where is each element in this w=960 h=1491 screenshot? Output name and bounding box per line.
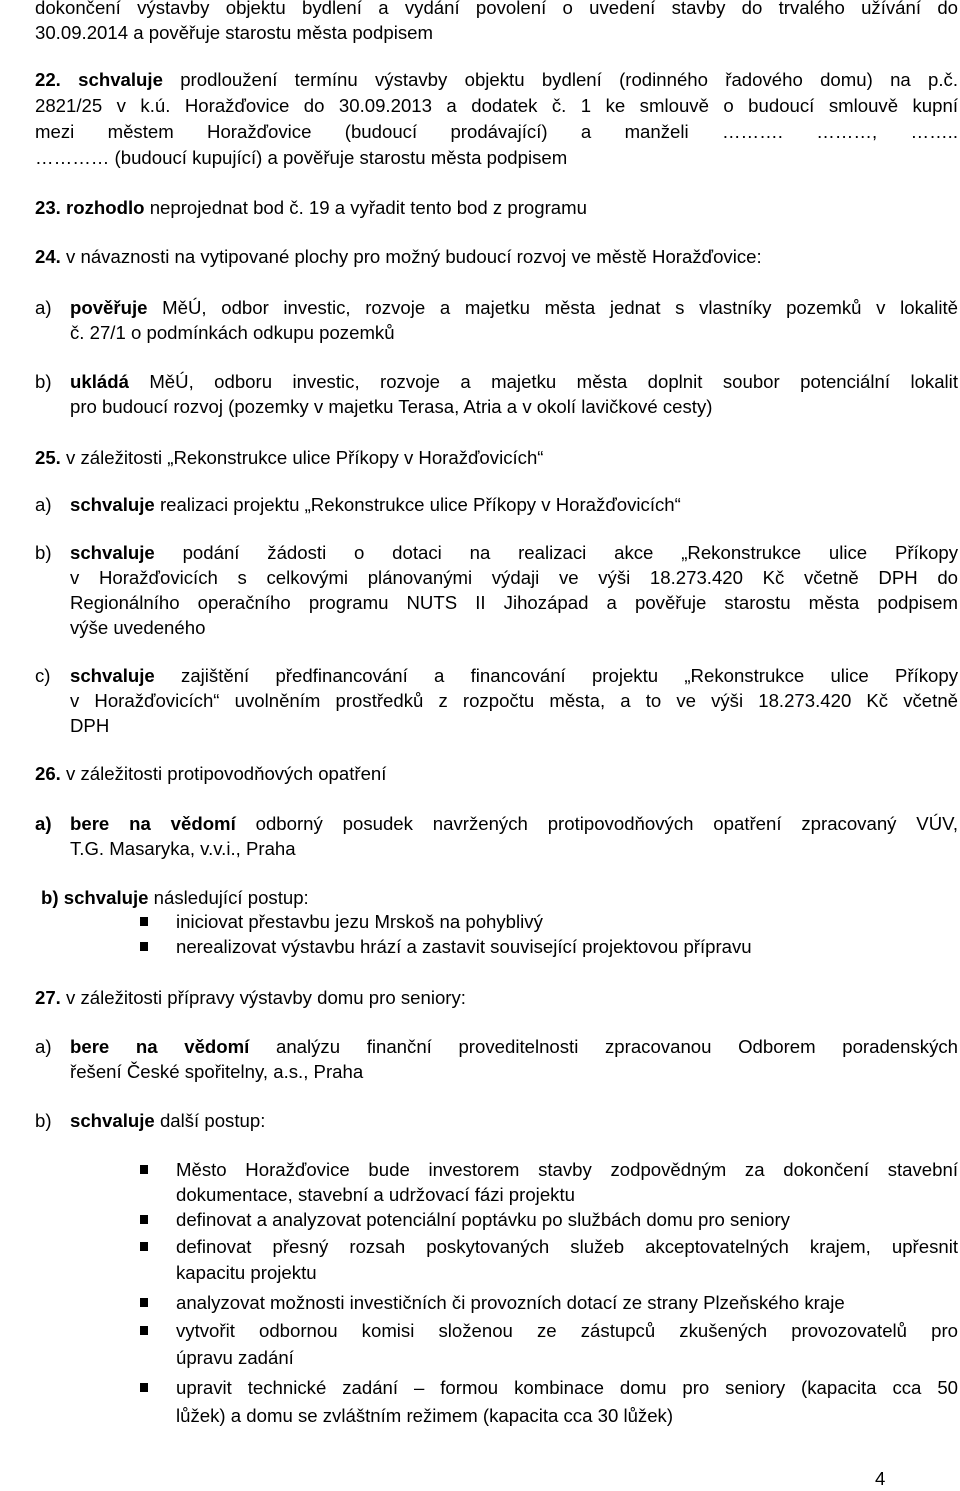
item26-b-verb: schvaluje <box>63 887 149 908</box>
item25-a-line <box>70 493 681 517</box>
item27-bullet-1-line2: dokumentace, stavební a udržovací fázi projektu <box>176 1184 575 1205</box>
item27-b-label: b) <box>35 1110 52 1131</box>
item27-bullet-6-line2: lůžek) a domu se zvláštním režimem (kapacita cca 30 lůžek) <box>176 1405 674 1426</box>
bullet-icon <box>140 1215 148 1224</box>
item25-c-text: zajištění předfinancování a financování projektu „Rekonstrukce ulice Příkopy <box>181 665 958 686</box>
item27-bullet-3-line2: kapacitu projektu <box>176 1262 317 1283</box>
item27-bullet-6-line1: upravit technické zadání – formou kombinace domu pro seniory (kapacita cca 50 <box>176 1377 958 1398</box>
item26-intro-text: v záležitosti protipovodňových opatření <box>66 763 387 784</box>
item26-b-text: následující postup: <box>153 887 309 908</box>
item24-a-text: MěÚ, odbor investic, rozvoje a majetku města jednat s vlastníky pozemků v lokalitě <box>162 297 958 318</box>
bullet-icon <box>140 1242 148 1251</box>
item23-text: neprojednat bod č. 19 a vyřadit tento bod z programu <box>149 197 587 218</box>
item26-a-line1 <box>70 812 958 836</box>
item27-a-line2: řešení České spořitelny, a.s., Praha <box>70 1061 364 1082</box>
item27-b-verb: schvaluje <box>70 1110 155 1131</box>
item25-number: 25. <box>35 447 61 468</box>
item26-a-label: a) <box>35 813 52 834</box>
item27-a-label: a) <box>35 1036 52 1057</box>
item26-a-line2: T.G. Masaryka, v.v.i., Praha <box>70 838 296 859</box>
page-number: 4 <box>875 1468 886 1489</box>
item27-b-line <box>70 1109 265 1133</box>
item22-line1 <box>35 68 958 92</box>
item25-b-text: podání žádosti o dotaci na realizaci akce „Rekonstrukce ulice Příkopy <box>182 542 958 563</box>
bullet-icon <box>140 1165 148 1174</box>
item25-intro-text: v záležitosti „Rekonstrukce ulice Příkopy v Horažďovicích“ <box>66 447 544 468</box>
item24-b-text: MěÚ, odboru investic, rozvoje a majetku města doplnit soubor potenciální lokalit <box>149 371 958 392</box>
item26-b-line <box>41 886 309 910</box>
item24-b-line1 <box>70 370 958 394</box>
item25-b-line1 <box>70 541 958 565</box>
item26-bullet-2: nerealizovat výstavbu hrází a zastavit související projektovou přípravu <box>176 936 752 957</box>
item22-line2: 2821/25 v k.ú. Horažďovice do 30.09.2013 a dodatek č. 1 ke smlouvě o budoucí smlouvě kupní <box>35 95 958 116</box>
item26-intro <box>35 762 386 786</box>
item27-bullet-4-line1: analyzovat možnosti investičních či provozních dotací ze strany Plzeňského kraje <box>176 1292 845 1313</box>
item25-c-verb: schvaluje <box>70 665 155 686</box>
item25-b-line4: výše uvedeného <box>70 617 206 638</box>
item27-a-line1 <box>70 1035 958 1059</box>
item25-a-verb: schvaluje <box>70 494 155 515</box>
item25-intro <box>35 446 544 470</box>
item24-b-line2: pro budoucí rozvoj (pozemky v majetku Terasa, Atria a v okolí lavičkové cesty) <box>70 396 713 417</box>
item22-line1-text: prodloužení termínu výstavby objektu bydlení (rodinného řadového domu) na p.č. <box>180 69 959 90</box>
item25-b-label: b) <box>35 542 52 563</box>
item27-bullet-3-line1: definovat přesný rozsah poskytovaných služeb akceptovatelných krajem, upřesnit <box>176 1236 958 1257</box>
item24-b-label: b) <box>35 371 52 392</box>
item26-bullet-1: iniciovat přestavbu jezu Mrskoš na pohyblivý <box>176 911 543 932</box>
item21-line1: dokončení výstavby objektu bydlení a vydání povolení o uvedení stavby do trvalého užívání do <box>35 0 958 18</box>
item26-number: 26. <box>35 763 61 784</box>
item27-bullet-2-line1: definovat a analyzovat potenciální poptávku po službách domu pro seniory <box>176 1209 790 1230</box>
item27-intro-text: v záležitosti přípravy výstavby domu pro seniory: <box>66 987 466 1008</box>
item25-a-text: realizaci projektu „Rekonstrukce ulice Příkopy v Horažďovicích“ <box>159 494 681 515</box>
item22-line4: ………… (budoucí kupující) a pověřuje starostu města podpisem <box>35 147 568 168</box>
item25-a-label: a) <box>35 494 52 515</box>
bullet-icon <box>140 1298 148 1307</box>
item27-bullet-1-line1: Město Horažďovice bude investorem stavby zodpovědným za dokončení stavební <box>176 1159 958 1180</box>
item26-a-text: odborný posudek navržených protipovodňových opatření zpracovaný VÚV, <box>255 813 958 834</box>
item27-b-text: další postup: <box>159 1110 266 1131</box>
item22-verb: schvaluje <box>78 69 163 90</box>
item25-c-line2: v Horažďovicích“ uvolněním prostředků z rozpočtu města, a to ve výši 18.273.420 Kč včetně <box>70 690 958 711</box>
item24-number: 24. <box>35 246 61 267</box>
item26-b-label: b) <box>41 887 59 908</box>
item24-a-line2: č. 27/1 o podmínkách odkupu pozemků <box>70 322 395 343</box>
item21-line2: 30.09.2014 a pověřuje starostu města podpisem <box>35 22 433 43</box>
item24-intro-text: v návaznosti na vytipované plochy pro možný budoucí rozvoj ve městě Horažďovice: <box>66 246 762 267</box>
item27-a-verb: bere na vědomí <box>70 1036 250 1057</box>
item25-b-line3: Regionálního operačního programu NUTS II Jihozápad a pověřuje starostu města podpisem <box>70 592 958 613</box>
bullet-icon <box>140 1326 148 1335</box>
item23-line <box>35 196 587 220</box>
bullet-icon <box>140 917 148 926</box>
item23-number: 23. <box>35 197 61 218</box>
item27-bullet-5-line1: vytvořit odbornou komisi složenou ze zástupců zkušených provozovatelů pro <box>176 1320 958 1341</box>
item24-a-verb: pověřuje <box>70 297 148 318</box>
item25-c-label: c) <box>35 665 51 686</box>
item27-number: 27. <box>35 987 61 1008</box>
item27-a-text: analýzu finanční proveditelnosti zpracovanou Odborem poradenských <box>275 1036 958 1057</box>
item24-b-verb: ukládá <box>70 371 129 392</box>
bullet-icon <box>140 1383 148 1392</box>
item24-a-line1 <box>70 296 958 320</box>
item26-a-verb: bere na vědomí <box>70 813 236 834</box>
item25-b-verb: schvaluje <box>70 542 155 563</box>
item23-verb: rozhodlo <box>66 197 145 218</box>
item25-c-line3: DPH <box>70 715 110 736</box>
item27-bullet-5-line2: úpravu zadání <box>176 1347 294 1368</box>
item24-intro <box>35 245 762 269</box>
item25-c-line1 <box>70 664 958 688</box>
item22-line3: mezi městem Horažďovice (budoucí prodávající) a manželi ………. ………, …….. <box>35 121 958 142</box>
item24-a-label: a) <box>35 297 52 318</box>
bullet-icon <box>140 942 148 951</box>
item25-b-line2: v Horažďovicích s celkovými plánovanými výdaji ve výši 18.273.420 Kč včetně DPH do <box>70 567 958 588</box>
item22-number: 22. <box>35 69 61 90</box>
item27-intro <box>35 986 466 1010</box>
